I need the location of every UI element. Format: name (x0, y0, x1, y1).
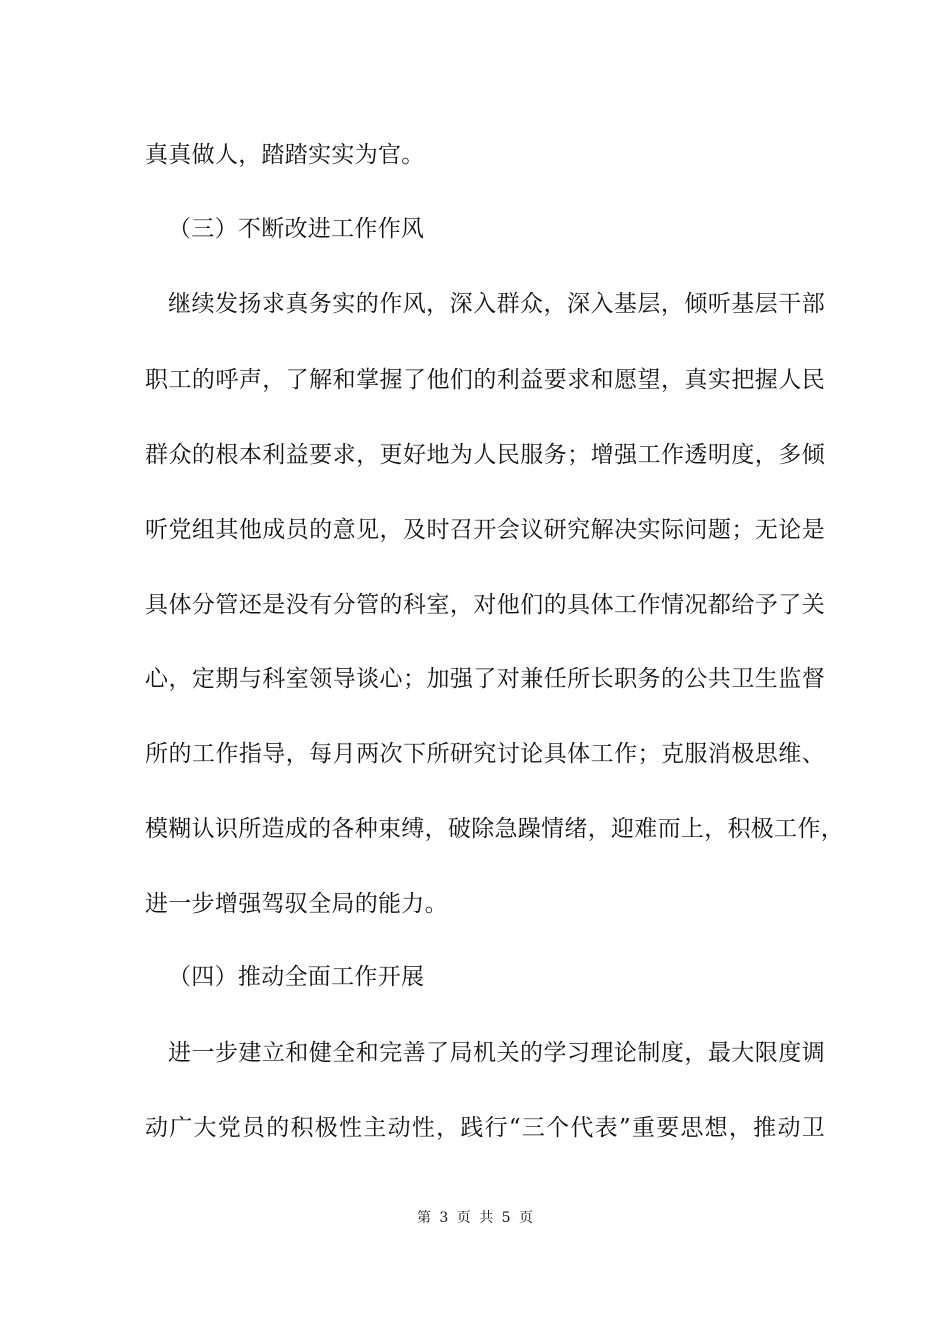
footer-suffix: 页 (519, 1210, 534, 1226)
text-line: 职工的呼声，了解和掌握了他们的利益要求和愿望，真实把握人民 (145, 367, 825, 393)
section-heading-4: （四）推动全面工作开展 (168, 964, 425, 990)
text-line: 模糊认识所造成的各种束缚，破除急躁情绪，迎难而上，积极工作， (145, 816, 844, 842)
text-line: 群众的根本利益要求，更好地为人民服务；增强工作透明度，多倾 (145, 442, 825, 468)
section-heading-3: （三）不断改进工作作风 (168, 216, 425, 242)
text-line: 心，定期与科室领导谈心；加强了对兼任所长职务的公共卫生监督 (145, 666, 825, 692)
footer-total-pages: 5 (501, 1210, 511, 1226)
page-footer (0, 1208, 950, 1228)
footer-total-word: 共 (479, 1210, 494, 1226)
text-line: 进一步增强驾驭全局的能力。 (145, 891, 448, 917)
text-line: 动广大党员的积极性主动性，践行“三个代表”重要思想，推动卫 (145, 1115, 825, 1141)
text-line: 真真做人，踏踏实实为官。 (145, 142, 425, 168)
footer-current-page: 3 (439, 1210, 449, 1226)
text-line: 听党组其他成员的意见，及时召开会议研究解决实际问题；无论是 (145, 517, 825, 543)
footer-page-word: 页 (456, 1210, 471, 1226)
text-line: 进一步建立和健全和完善了局机关的学习理论制度，最大限度调 (168, 1040, 825, 1066)
text-line: 具体分管还是没有分管的科室，对他们的具体工作情况都给予了关 (145, 592, 825, 618)
text-line: 所的工作指导，每月两次下所研究讨论具体工作；克服消极思维、 (145, 741, 825, 767)
footer-prefix: 第 (416, 1210, 431, 1226)
text-line: 继续发扬求真务实的作风，深入群众，深入基层，倾听基层干部 (168, 291, 825, 317)
